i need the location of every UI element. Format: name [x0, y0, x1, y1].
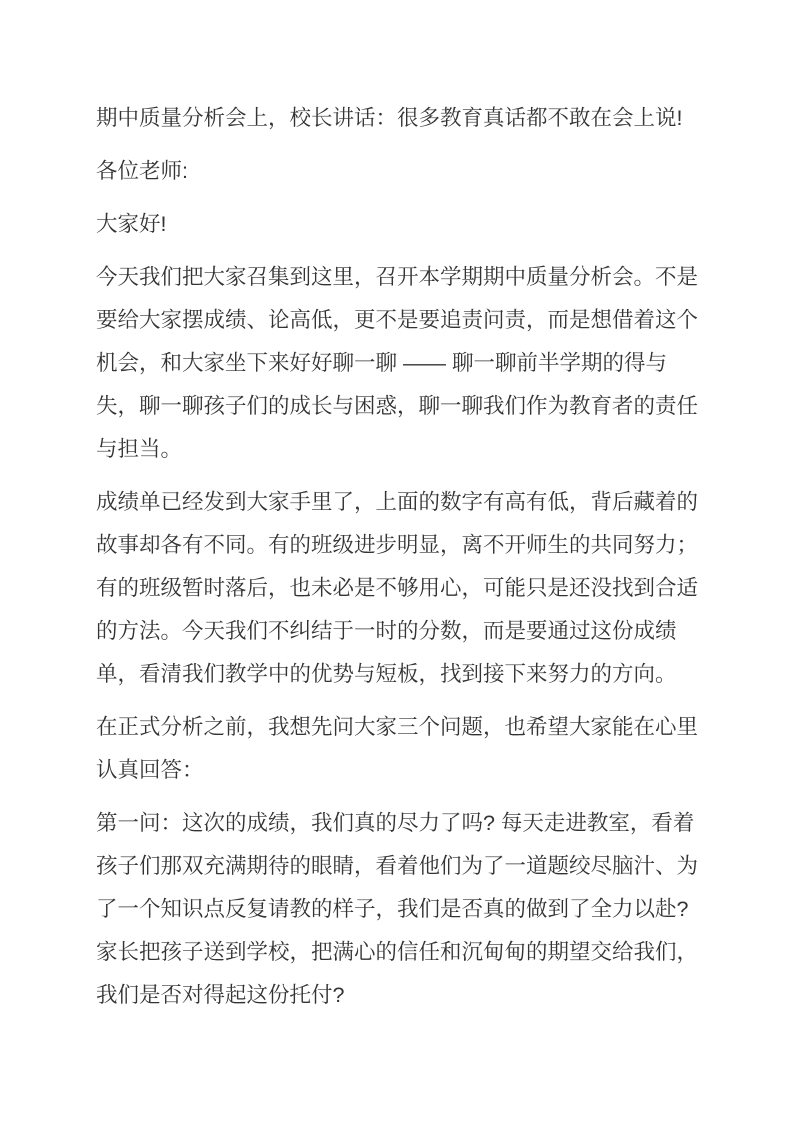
paragraph-meeting-purpose: 今天我们把大家召集到这里，召开本学期期中质量分析会。不是要给大家摆成绩、论高低，更不是要追责问责，而是想借着这个机会，和大家坐下来好好聊一聊 —— 聊一聊前半学期的得与失，聊一聊孩子们的成长与困惑，聊一聊我们作为教育者的责任与担当。: [96, 265, 699, 461]
paragraph-scores-overview: 成绩单已经发到大家手里了，上面的数字有高有低，背后藏着的故事却各有不同。有的班级进步明显，离不开师生的共同努力；有的班级暂时落后，也未必是不够用心，可能只是还没找到合适的方法。今天我们不纠结于一时的分数，而是要通过这份成绩单，看清我们教学中的优势与短板，找到接下来努力的方向。: [96, 490, 699, 686]
paragraph-first-question: 第一问：这次的成绩，我们真的尽力了吗? 每天走进教室，看着孩子们那双充满期待的眼睛，看着他们为了一道题绞尽脑汁、为了一个知识点反复请教的样子，我们是否真的做到了全力以赴? 家长把孩子送到学校，把满心的信任和沉甸甸的期望交给我们，我们是否对得起这份托付?: [96, 811, 699, 1007]
document-title: 期中质量分析会上，校长讲话：很多教育真话都不敢在会上说!: [96, 106, 683, 130]
paragraph-three-questions-intro: 在正式分析之前，我想先问大家三个问题，也希望大家能在心里认真回答：: [96, 715, 699, 782]
document-body: [96, 97, 704, 1017]
salutation-line: 各位老师:: [96, 159, 188, 183]
greeting-line: 大家好!: [96, 212, 167, 236]
